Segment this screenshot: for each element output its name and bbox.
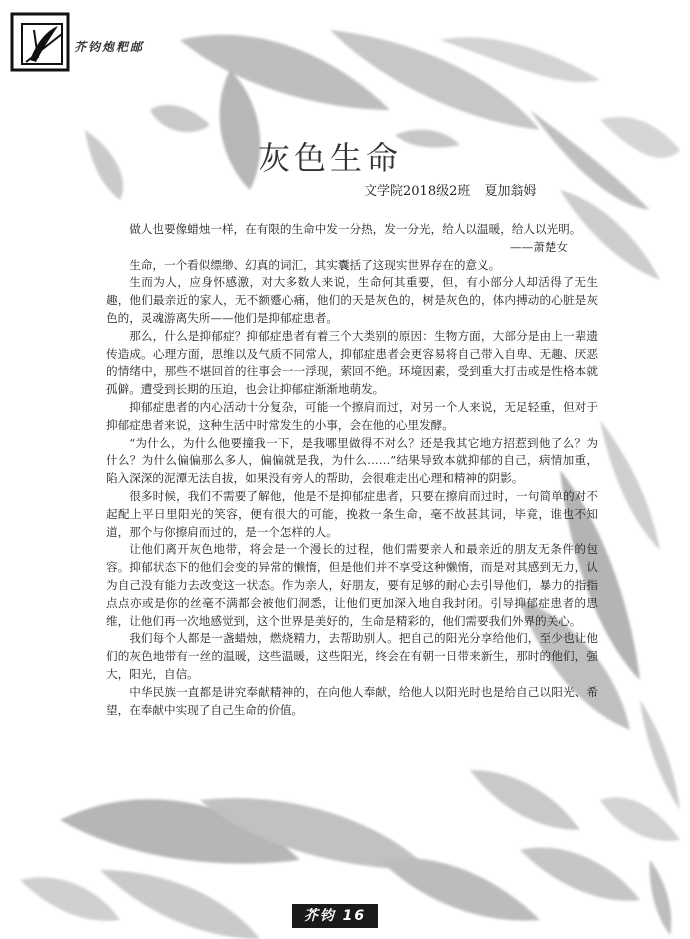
article-body [106,221,598,719]
byline-author: 夏加翁姆 [484,184,537,199]
footer-page-badge: 芥钧 16 [292,904,378,928]
body-paragraph: 生而为人，应身怀感激，对大多数人来说，生命何其重要，但，有小部分人却活得了无生趣，他们最亲近的家人，无不额蹙心痛，他们的天是灰色的，树是灰色的，体内搏动的心脏是灰色的，灵魂游离失所——他们是抑郁症患者。 [106,275,598,325]
body-paragraph: 中华民族一直都是讲究奉献精神的，在向他人奉献，给他人以阳光时也是给自己以阳光、希望，在奉献中实现了自己生命的价值。 [106,684,598,717]
article-byline [364,180,537,199]
epigraph-quote: 做人也要像蜡烛一样，在有限的生命中发一分热，发一分光，给人以温暖，给人以光明。 [129,222,582,236]
header-brand-text: 芥钧炮粑邮 [74,40,145,54]
magazine-logo-icon [8,10,72,74]
body-paragraph: 生命，一个看似缥缈、幻真的词汇，其实囊括了这现实世界存在的意义。 [129,257,501,272]
body-paragraph: 让他们离开灰色地带，将会是一个漫长的过程，他们需要亲人和最亲近的朋友无条件的包容。抑郁状态下的他们会变的异常的懒惰，但是他们并不享受这种懒惰，而是对其感到无力，认为自己没有能力去改变这一状态。作为亲人，好朋友，要有足够的耐心去引导他们，暴力的指指点点亦或是你的丝毫不满都会被他们洞悉，让他们更加深入地自我封闭。引导抑郁症患者的思维，让他们再一次地感觉到，这个世界是美好的，生命是精彩的，他们需要我们外界的关心。 [106,542,598,628]
article-title: 灰色生命 [258,139,403,177]
epigraph-attribution: ——萧楚女 [510,239,568,254]
body-paragraph: 很多时候，我们不需要了解他，他是不是抑郁症患者，只要在擦肩而过时，一句简单的对不起配上平日里阳光的笑容，便有很大的可能，挽救一条生命，毫不故甚其词，毕竟，谁也不知道，那个与你擦肩而过的，是一个怎样的人。 [106,488,598,539]
byline-department: 文学院2018级2班 [364,184,471,199]
body-paragraph: 我们每个人都是一盏蜡烛，燃烧精力，去帮助别人。把自己的阳光分享给他们，至少也让他们的灰色地带有一丝的温暖，这些温暖，这些阳光，终会在有朝一日带来新生，那时的他们，强大，阳光，自信。 [106,631,598,681]
body-paragraph: 抑郁症患者的内心活动十分复杂，可能一个擦肩而过，对另一个人来说，无足轻重，但对于抑郁症患者来说，这种生活中时常发生的小事，会在他的心里发酵。 [106,399,598,432]
body-paragraph: “为什么，为什么他要撞我一下，是我哪里做得不对么？还是我其它地方招惹到他了么？为什么？为什么偏偏那么多人，偏偏就是我，为什么……”结果导致本就抑郁的自己，病情加重，陷入深深的泥潭无法自拔，如果没有旁人的帮助，会很难走出心理和精神的阴影。 [106,435,598,486]
body-paragraph: 那么，什么是抑郁症？抑郁症患者有着三个大类别的原因：生物方面，大部分是由上一辈遗传造成。心理方面，思维以及气质不同常人，抑郁症患者会更容易将自己带入自卑、无趣、厌恶的情绪中，那些不堪回首的往事会一一浮现，萦回不绝。环境因素，受到重大打击或是性格本就孤僻。遭受到长期的压迫，也会让抑郁症渐渐地萌发。 [106,328,598,397]
